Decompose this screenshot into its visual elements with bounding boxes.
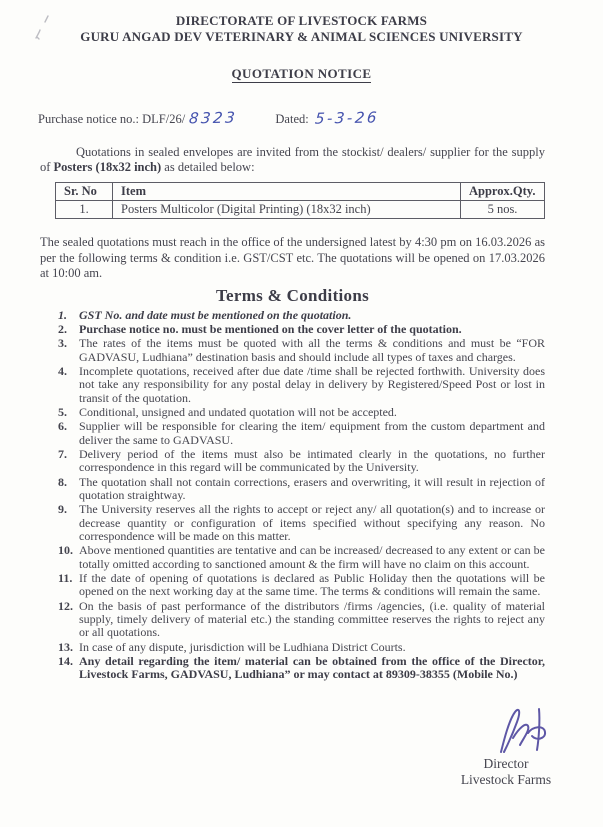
term-number: 7. [58,447,67,462]
term-item-14 [58,655,545,682]
terms-list [58,309,545,682]
term-number: 4. [58,363,67,378]
term-number: 11. [58,571,73,586]
term-number: 12. [58,598,73,613]
term-item-3 [58,337,545,364]
cell-srno: 1. [56,201,113,219]
deadline-paragraph: The sealed quotations must reach in the office of the undersigned latest by 4:30 pm on 16.03.2026 as per the following terms & condition i.e. GST/CST etc. The quotations will be opened on 17.03.2026 at 10:00 am. [40,235,545,280]
term-text: Incomplete quotations, received after due date /time shall be rejected forthwith. University does not take any responsibility for any postal delay in delivery by Registered/Speed Post or lost in transit of the quotation. [79,363,545,405]
term-text: The rates of the items must be quoted with all the terms & conditions and must be “FOR GADVASU, Ludhiana” destination basis and should include all types of taxes and charges. [79,336,545,364]
date-handwritten: 5-3-26 [313,108,380,128]
signature-block [451,706,561,788]
term-item-4 [58,365,545,405]
signature-scribble [495,706,557,754]
term-number: 10. [58,543,73,558]
notice-title: QUOTATION NOTICE [231,66,372,81]
term-text: Any detail regarding the item/ material can be obtained from the office of the Director, Livestock Farms, GADVASU, Ludhiana” or may contact at 89309-38355 (Mobile No.) [79,654,545,682]
term-number: 8. [58,474,67,489]
intro-text-before: Quotations in sealed envelopes are invited from the stockist/ dealers/ supplier for the supply of [40,145,545,174]
cell-item: Posters Multicolor (Digital Printing) (18x32 inch) [113,201,461,219]
term-text: Supplier will be responsible for clearing the item/ equipment from the custom department and deliver the same to GADVASU. [79,419,545,447]
term-number: 3. [58,336,67,351]
term-item-7 [58,448,545,475]
table-row [56,201,545,219]
term-text: The University reserves all the rights to accept or reject any/ all quotation(s) and to increase or decrease quantity or configuration of items specified without specifying any reason. No correspondence will be made on this matter. [79,502,545,543]
signatory-department: Livestock Farms [460,772,552,787]
column-header-qty: Approx.Qty. [461,183,545,201]
term-text: Purchase notice no. must be mentioned on the cover letter of the quotation. [79,321,462,336]
term-number: 9. [58,502,67,517]
term-text: Conditional, unsigned and undated quotation will not be accepted. [79,404,397,419]
term-item-9 [58,503,545,543]
column-header-item: Item [113,183,461,201]
term-text: Delivery period of the items must also be intimated clearly in the quotations, no further correspondence in this regard will be communicated by the University. [79,447,545,475]
document-body [40,145,545,682]
column-header-srno: Sr. No [56,183,113,201]
term-number: 6. [58,419,67,434]
signatory-title: Director [483,756,529,771]
term-text: On the basis of past performance of the distributors /firms /agencies, (i.e. quality of material supply, timely delivery of material etc.) the standing committee reserves the rights to reject any or all quotations. [79,598,545,640]
term-text: Above mentioned quantities are tentative and can be increased/ decreased to any extent or can be totally omitted according to sanctioned amount & the firm will have no claim on this account. [79,543,545,571]
intro-paragraph [40,145,545,175]
term-text: If the date of opening of quotations is declared as Public Holiday then the quotations will be opened on the next working day at the same time. The terms & conditions will remain the same. [79,571,545,599]
term-item-10 [58,544,545,571]
term-text: In case of any dispute, jurisdiction will be Ludhiana District Courts. [79,639,406,654]
term-number: 1. [58,307,67,322]
org-name-line2: GURU ANGAD DEV VETERINARY & ANIMAL SCIENCES UNIVERSITY [80,29,523,44]
terms-heading: Terms & Conditions [215,285,370,305]
term-item-12 [58,600,545,640]
org-name-line1: DIRECTORATE OF LIVESTOCK FARMS [175,13,428,28]
intro-text-after: as detailed below: [161,160,255,174]
term-item-13 [58,641,545,654]
term-item-2 [58,323,545,336]
table-header-row [56,183,545,201]
term-number: 2. [58,321,67,336]
document-header [0,0,603,45]
pen-mark-icon [32,14,62,46]
term-item-1 [58,309,545,322]
term-item-11 [58,572,545,599]
intro-bold-item: Posters (18x32 inch) [53,160,162,174]
purchase-notice-number-handwritten: 8323 [188,108,239,128]
term-item-8 [58,476,545,503]
items-table [55,182,545,219]
term-number: 13. [58,639,73,654]
term-number: 14. [58,654,73,669]
dated-label: Dated: [275,112,309,126]
term-item-5 [58,406,545,419]
term-text: GST No. and date must be mentioned on the quotation. [79,307,352,322]
cell-qty: 5 nos. [461,201,545,219]
purchase-notice-label: Purchase notice no.: DLF/26/ [38,112,186,126]
term-text: The quotation shall not contain corrections, erasers and overwriting, it will result in rejection of quotation straightway. [79,474,545,503]
term-item-6 [58,420,545,447]
term-number: 5. [58,404,67,419]
purchase-notice-line [38,109,603,127]
